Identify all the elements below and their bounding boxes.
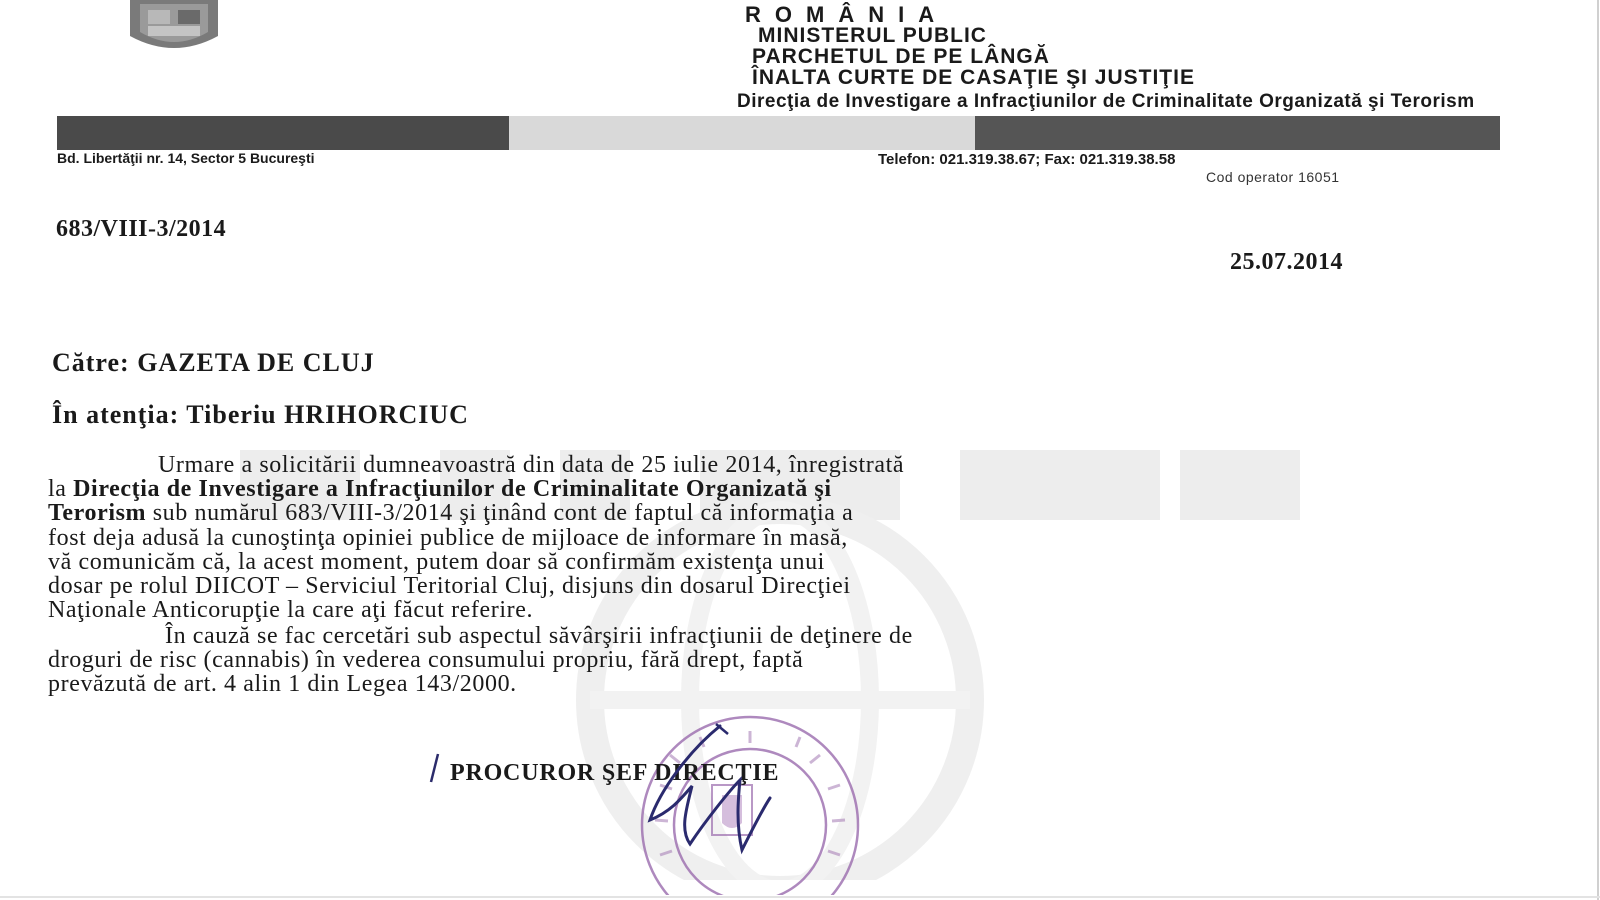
frame-edge-bottom <box>0 896 1600 898</box>
header-address: Bd. Libertăţii nr. 14, Sector 5 Bucureşti <box>57 150 315 166</box>
body-line: vă comunicăm că, la acest moment, putem doar să confirmăm existenţa unui <box>48 549 825 575</box>
signature-slash-mark <box>428 752 440 786</box>
document-date: 25.07.2014 <box>1230 249 1343 275</box>
body-line: fost deja adusă la cunoştinţa opiniei publice de mijloace de informare în masă, <box>48 525 848 551</box>
document-attention: În atenţia: Tiberiu HRIHORCIUC <box>52 400 469 429</box>
document-page: ROMÂNIA MINISTERUL PUBLIC PARCHETUL DE PE LÂNGĂ ÎNALTA CURTE DE CASAŢIE ŞI JUSTIŢIE Direcţia de Investigare a Infracţiunilor de Criminalitate Organizată şi Terorism Bd. Libertăţii nr. 14, Sector 5 Bucureşti Telefon: 021.319.38.67; Fax: 021.319.38.58 Cod operator 16051 683/VIII-3/2014 25.07.2014 Către: GAZETA DE CLUJ În atenţia: Tiberiu HRIHORCIUC Urmare a solicitării dumneavoastră din data de 25 iulie 2014, înregistrată la Direcţia de Investigare a Infracţiunilor de Criminalitate Organizată şi Terorism sub numărul 683/VIII-3/2014 şi ţinând cont de faptul că informaţia a fost deja adusă la cunoştinţa opiniei publice de mijloace de informare în masă, vă comunicăm că, la acest moment, putem doar să confirmăm existenţa unui dosar pe rolul DIICOT – Serviciul Teritorial Cluj, disjuns din dosarul Direcţiei Naţionale Anticorupţie la care aţi făcut referire. În cauză se fac cercetări sub aspectul săvârşirii infracţiunii de deţinere de droguri de risc (cannabis) în vederea consumului propriu, fără drept, faptă prevăzută de art. 4 alin 1 din Legea 143/2000. PROCUROR ŞEF DIRECŢIE <box>0 0 1600 900</box>
header-operator-code: Cod operator 16051 <box>1206 169 1340 185</box>
handwritten-signature <box>620 720 820 860</box>
body-line: Urmare a solicitării dumneavoastră din data de 25 iulie 2014, înregistrată <box>158 452 905 478</box>
body-line: În cauză se fac cercetări sub aspectul săvârşirii infracţiunii de deţinere de <box>165 623 913 649</box>
body-bold-text: Direcţia de Investigare a Infracţiunilor de Criminalitate Organizată şi <box>73 476 832 502</box>
body-text: la <box>48 476 74 502</box>
header-phone-fax: Telefon: 021.319.38.67; Fax: 021.319.38.58 <box>878 151 1176 168</box>
body-line: Naţionale Anticorupţie la care aţi făcut referire. <box>48 597 534 623</box>
body-bold-text: Terorism <box>48 500 147 526</box>
body-line: dosar pe rolul DIICOT – Serviciul Teritorial Cluj, disjuns din dosarul Direcţiei <box>48 573 851 599</box>
document-reference: 683/VIII-3/2014 <box>56 216 227 242</box>
header-band-light <box>509 116 975 150</box>
frame-edge-right <box>1597 0 1599 900</box>
body-line <box>48 476 832 503</box>
body-text: sub numărul 683/VIII-3/2014 şi ţinând cont de faptul că informaţia a <box>146 500 854 526</box>
signature-title: PROCUROR ŞEF DIRECŢIE <box>450 760 780 786</box>
body-line: prevăzută de art. 4 alin 1 din Legea 143/2000. <box>48 671 517 697</box>
body-line: droguri de risc (cannabis) în vederea consumului propriu, fără drept, faptă <box>48 647 804 673</box>
coat-of-arms-icon <box>126 0 222 56</box>
header-band-dark-right <box>975 116 1500 150</box>
document-recipient: Către: GAZETA DE CLUJ <box>52 348 375 377</box>
body-line <box>48 500 853 527</box>
header-band-dark-left <box>57 116 509 150</box>
